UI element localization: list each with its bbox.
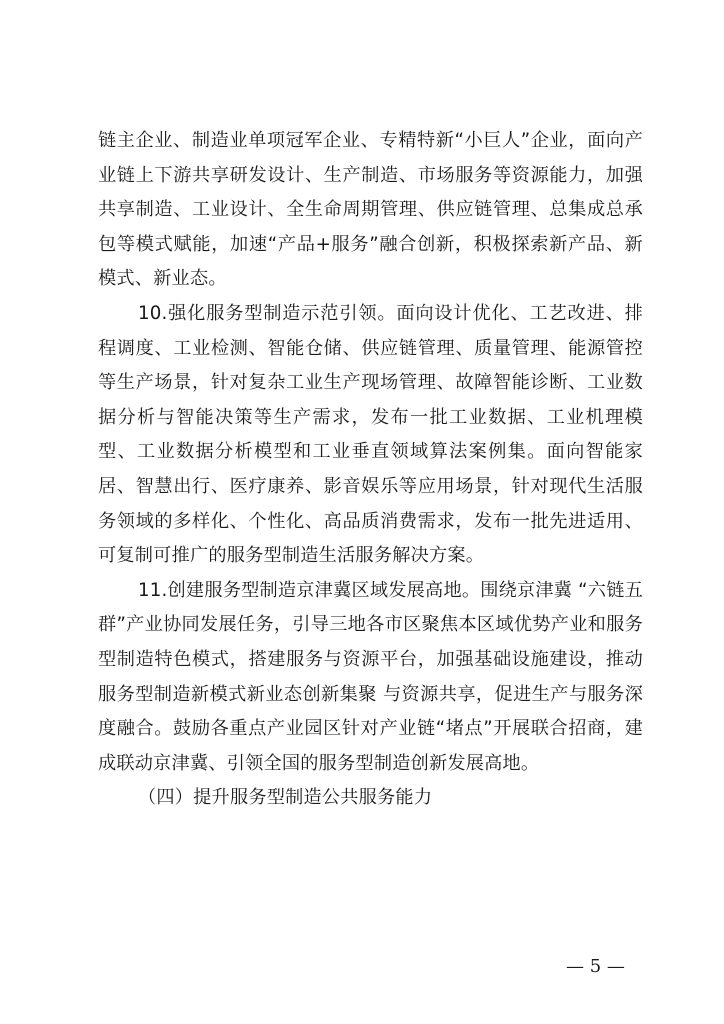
section-heading: （四）提升服务型制造公共服务能力 bbox=[138, 787, 433, 809]
paragraph-item-10: 10.强化服务型制造示范引领。面向设计优化、工艺改进、排程调度、工业检测、智能仓储、供应链管理、质量管理、能源管控等生产场景，针对复杂工业生产现场管理、故障智能诊断、工业数据分析与智能决策等生产需求，发布一批工业数据、工业机理模型、工业数据分析模型和工业垂直领域算法案例集。面向智能家居、智慧出行、医疗康养、影音娱乐等应用场景，针对现代生活服务领域的多样化、个性化、高品质消费需求，发布一批先进适用、可复制可推广的服务型制造生活服务解决方案。 bbox=[98, 302, 643, 567]
paragraph-continuation: 链主企业、制造业单项冠军企业、专精特新“小巨人”企业，面向产业链上下游共享研发设计、生产制造、市场服务等资源能力，加强共享制造、工业设计、全生命周期管理、供应链管理、总集成总承包等模式赋能，加速“产品+服务”融合创新，积极探索新产品、新模式、新业态。 bbox=[98, 130, 643, 290]
paragraph-item-11: 11.创建服务型制造京津冀区域发展高地。围绕京津冀 “六链五群”产业协同发展任务，引导三地各市区聚焦本区域优势产业和服务型制造特色模式，搭建服务与资源平台，加强基础设施建设，推动服务型制造新模式新业态创新集聚 与资源共享，促进生产与服务深度融合。鼓励各重点产业园区针对产业链“堵点”开展联合招商，建成联动京津冀、引领全国的服务型制造创新发展高地。 bbox=[98, 579, 643, 774]
page-number: — 5 — bbox=[566, 956, 625, 977]
document-body bbox=[98, 124, 643, 816]
